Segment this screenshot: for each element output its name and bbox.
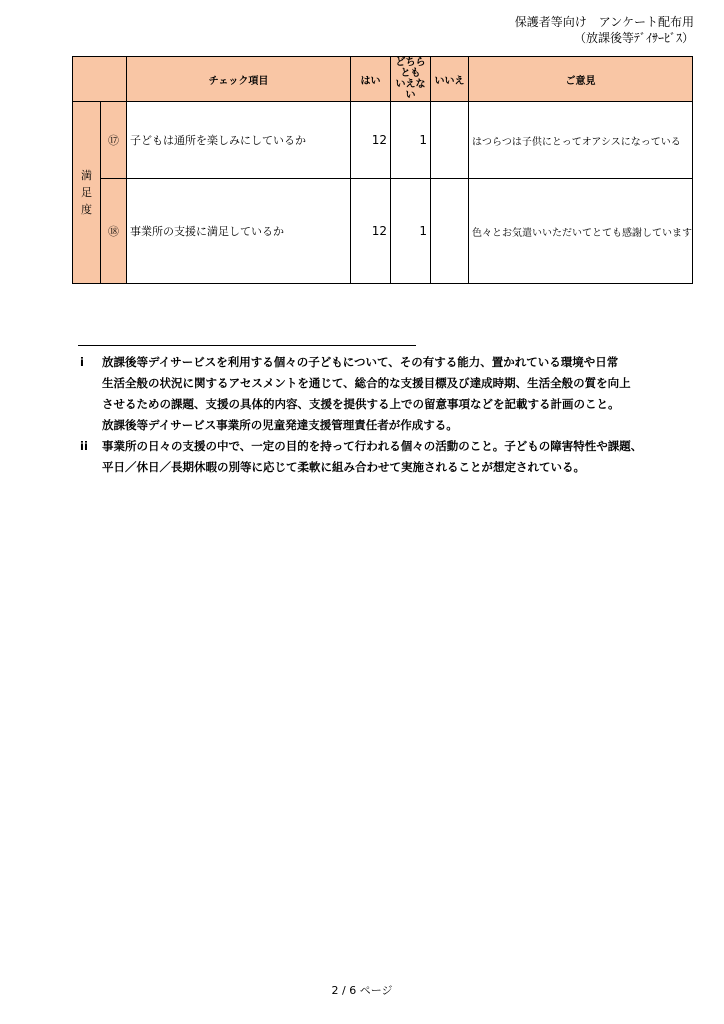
header-opinion: ご意見 (469, 57, 693, 102)
row-number: ⑱ (101, 179, 127, 284)
row-item: 子どもは通所を楽しみにしているか (127, 102, 351, 179)
header-no: いいえ (431, 57, 469, 102)
row-yes-count: 12 (351, 179, 391, 284)
footnote-marker: ii (80, 439, 88, 453)
footnote-marker: i (80, 355, 84, 369)
header-check-item: チェック項目 (127, 57, 351, 102)
table-row (73, 102, 693, 179)
survey-table (72, 56, 693, 284)
row-yes-count: 12 (351, 102, 391, 179)
table-header-row (73, 57, 693, 102)
header-neither: どちらとも いえない (391, 57, 431, 102)
footnote-item (80, 436, 700, 478)
row-opinion: はつらつは子供にとってオアシスになっている (469, 102, 693, 179)
row-item: 事業所の支援に満足しているか (127, 179, 351, 284)
row-neither-count: 1 (391, 102, 431, 179)
header-subtitle: （放課後等ﾃﾞｲｻｰﾋﾞｽ） (573, 31, 694, 45)
footnotes (80, 352, 700, 478)
document-header (515, 14, 694, 46)
row-number: ⑰ (101, 102, 127, 179)
header-title: 保護者等向け アンケート配布用 (514, 15, 694, 29)
row-opinion: 色々とお気遣いいただいてとても感謝しています (469, 179, 693, 284)
footnote-divider (78, 345, 416, 346)
row-no-count (431, 102, 469, 179)
footnote-item (80, 352, 700, 436)
footnote-text: 事業所の日々の支援の中で、一定の目的を持って行われる個々の活動のこと。子どもの障害特性や課題、 平日／休日／長期休暇の別等に応じて柔軟に組み合わせて実施されることが想定されている。 (102, 439, 643, 474)
header-yes: はい (351, 57, 391, 102)
footnote-text: 放課後等デイサービスを利用する個々の子どもについて、その有する能力、置かれている環境や日常 生活全般の状況に関するアセスメントを通じて、総合的な支援目標及び達成時期、生活全般の質を向上 させるための課題、支援の具体的内容、支援を提供する上での留意事項などを記載する計画のこと。 放課後等デイサービス事業所の児童発達支援管理責任者が作成する。 (102, 355, 631, 432)
table-row (73, 179, 693, 284)
page-number: 2 / 6 ページ (331, 984, 393, 997)
header-corner (73, 57, 127, 102)
row-neither-count: 1 (391, 179, 431, 284)
row-no-count (431, 179, 469, 284)
category-satisfaction: 満 足 度 (73, 102, 101, 284)
